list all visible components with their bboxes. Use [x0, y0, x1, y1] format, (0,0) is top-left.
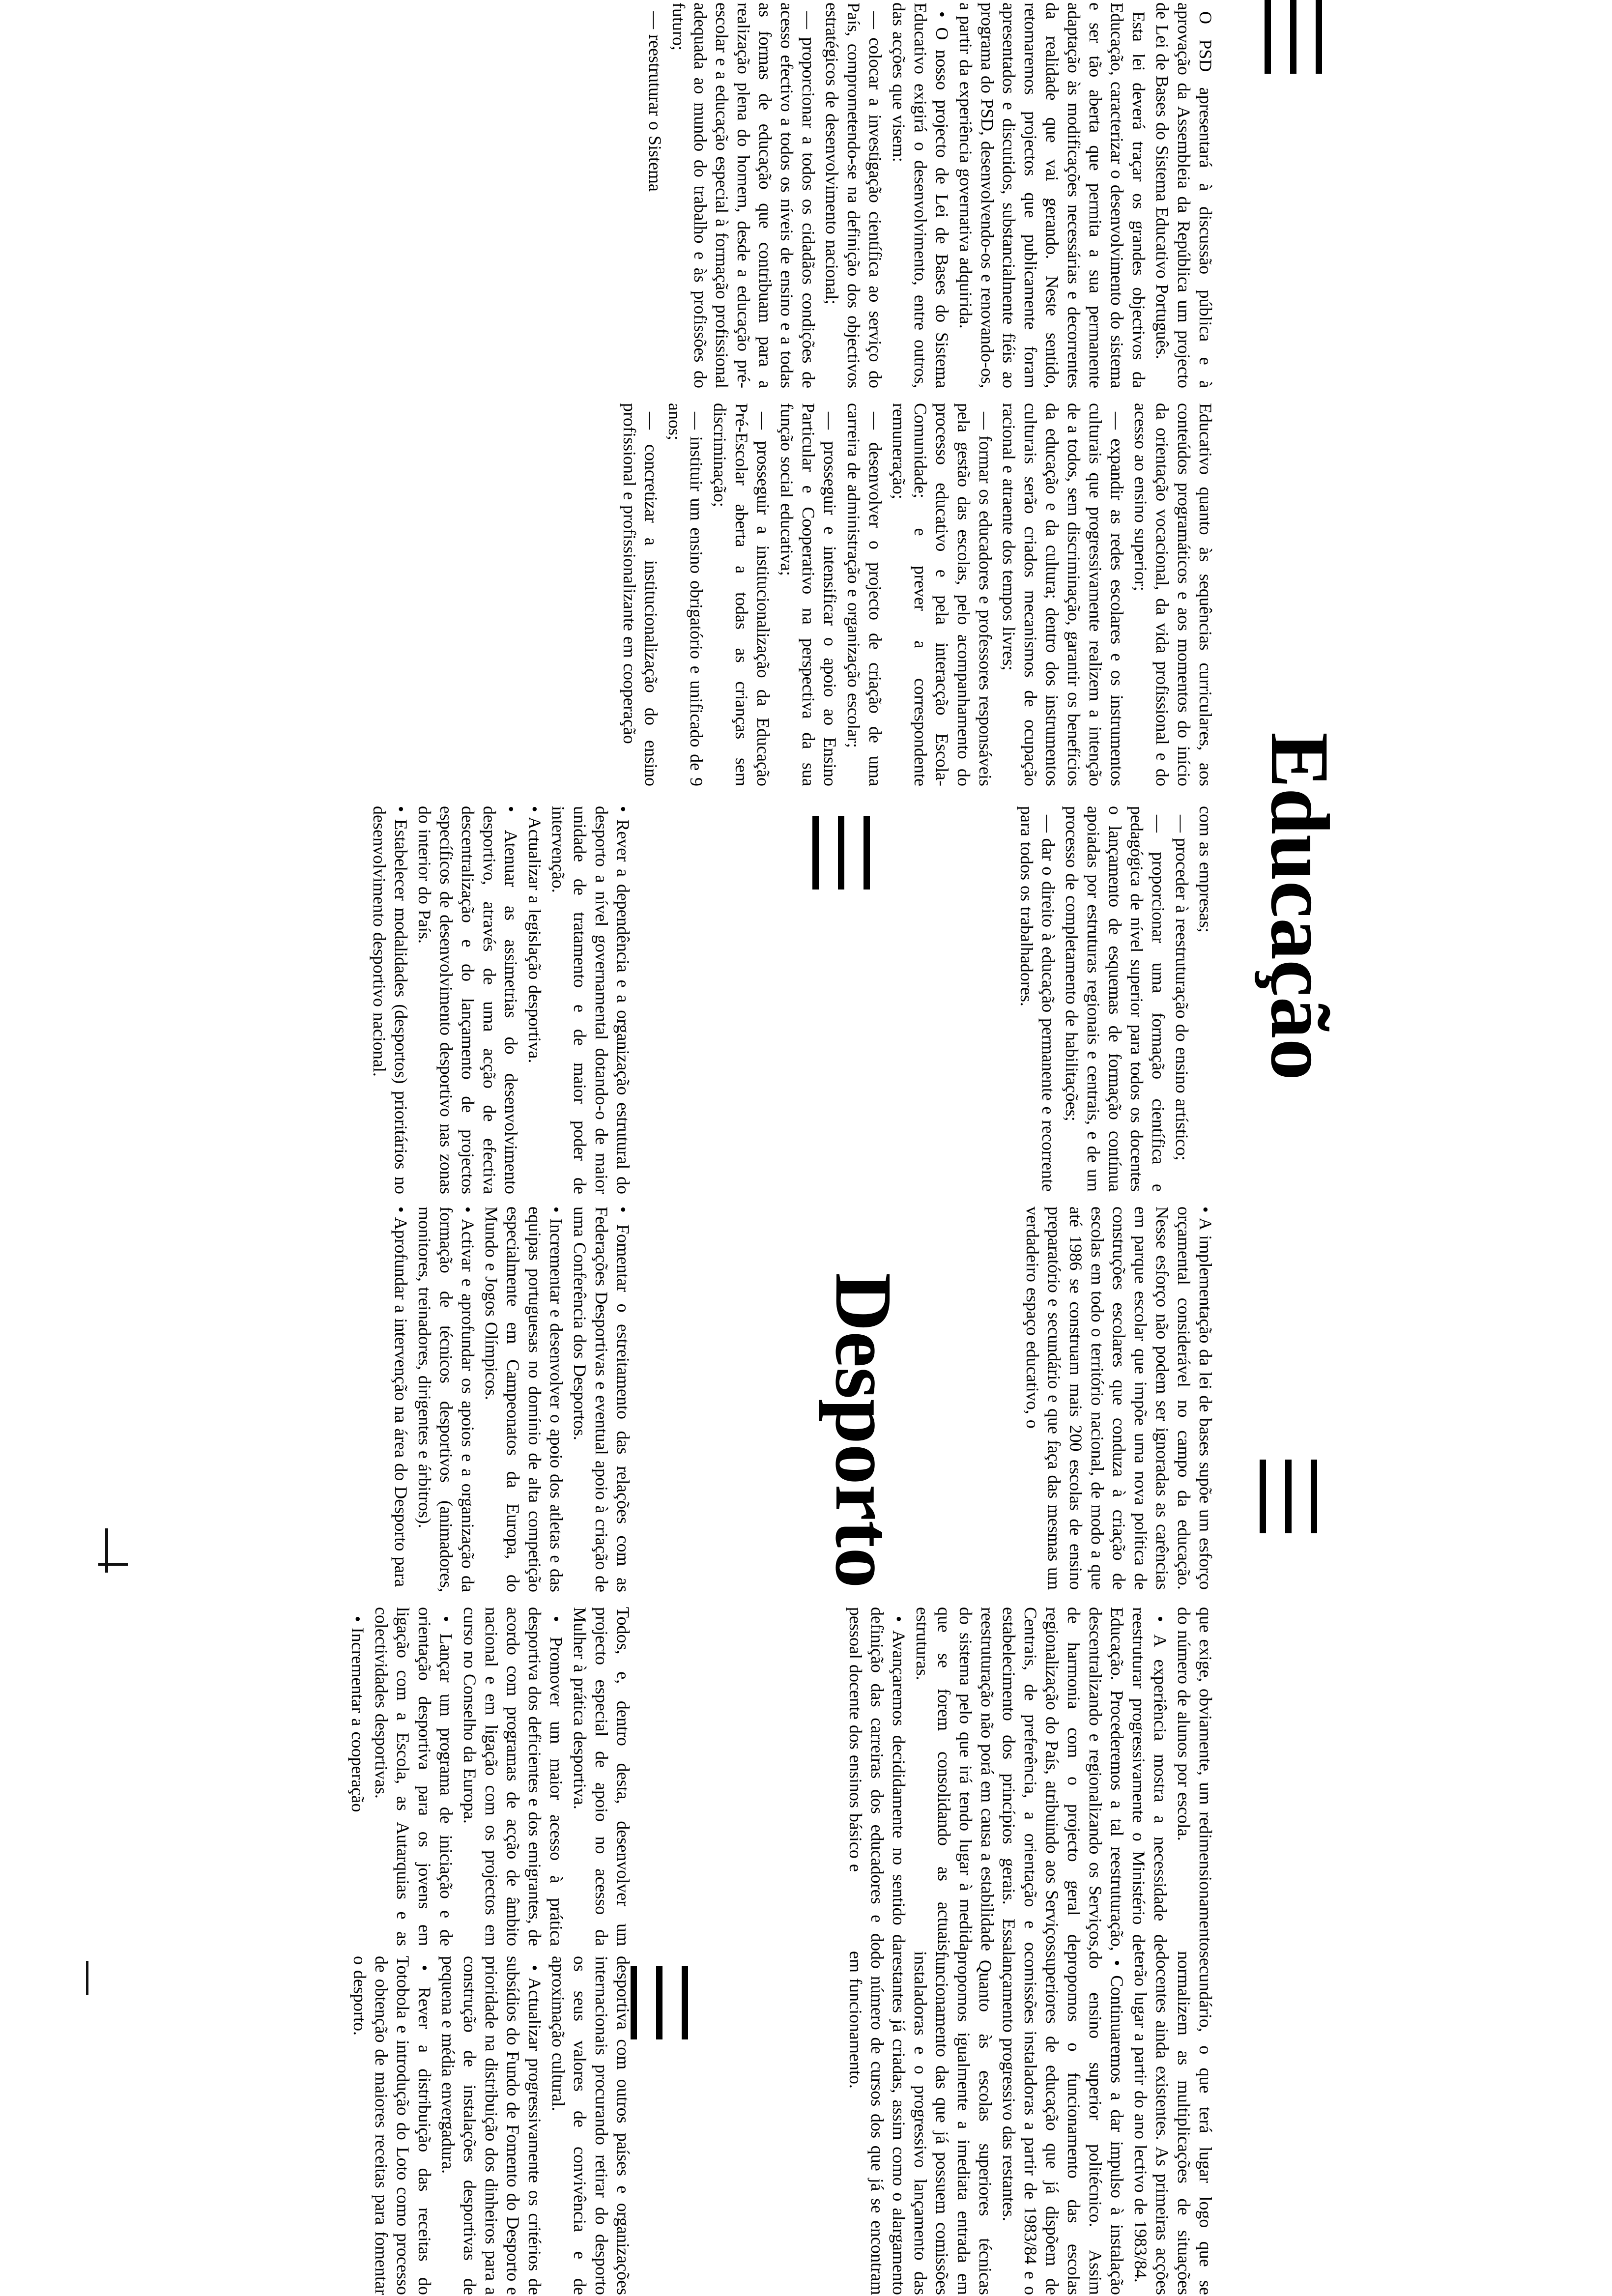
- paragraph: — reestruturar o Sistema: [645, 11, 665, 192]
- paragraph: — prosseguir e intensificar o apoio ao Ensino Particular e Cooperativo na perspectiva da sua função social educativa;: [777, 403, 840, 786]
- paragraph: — concretizar a institucionalização do ensino profissional e profissionalizante em cooperação: [620, 403, 661, 786]
- paragraph: • Rever a distribuição das receitas do Totobola e introdução do Loto como processo de obtenção de maiores receitas para fomentar o desporto.: [350, 1956, 434, 2295]
- paragraph: — prosseguir a institucionalização da Educação Pré-Escolar aberta a todas as crianças sem discriminação;: [710, 403, 773, 786]
- paragraph: • Actualizar a legislação desportiva.: [525, 806, 545, 1063]
- marker-bar: [656, 1966, 662, 2039]
- paragraph: desportiva com outros países e organizações internacionais procurando retirar do desporto os seus valores de convivência e de aproximação cultural.: [548, 1956, 633, 2295]
- paragraph: • A implementação da lei de bases supõe um esforço orçamental considerável no campo da educação. Nesse esforço não podem ser ignoradas as carências em parque escolar que impõe uma nova política de construções escolares que conduza à criação de escolas em todo o território nacional, de modo a que até 1986 se construam mais 200 escolas de ensino preparatório e secundário e que faça das mesmas um verdadeiro espaço educativo, o: [1023, 1206, 1215, 1590]
- paragraph: O PSD apresentará à discussão pública e à aprovação da Assembleia da República um projecto de Lei de Bases do Sistema Educativo Português.: [1152, 2, 1215, 388]
- paragraph: • Activar e aprofundar os apoios e a organização da formação de técnicos desportivos (animadores, monitores, treinadores, dirigentes e árbitros).: [415, 1206, 478, 1592]
- paragraph: • Continuaremos a dar impulso à instalação do ensino superior politécnico. Assim propomos o funcionamento das escolas superiores de educação que já dispõem de comissões instaladoras a partir de 1983/84 e o lançamento progressivo das restantes.: [999, 1951, 1127, 2295]
- paragraph: Educativo quanto às sequências curriculares, aos conteúdos programáticos e aos momentos do início da orientação vocacional, da vida profissional e do acesso ao ensino superior;: [1131, 403, 1215, 786]
- paragraph: • Aprofundar a intervenção na área do Desporto para: [391, 1206, 411, 1587]
- section-marker-educacao: [1234, 0, 1322, 74]
- paragraph: — colocar a investigação científica ao serviço do País, comprometendo-se na definição dos objectivos estratégicos de desenvolvimento nacional;: [822, 2, 885, 388]
- educacao-column-4: [1020, 1206, 1216, 1590]
- desporto-column-3: [345, 1607, 634, 1946]
- paragraph: com as empresas;: [1196, 806, 1215, 933]
- desporto-column-1: [367, 806, 634, 1194]
- column-end-mark: [86, 1961, 88, 1995]
- paragraph: • Incrementar e desenvolver o apoio dos atletas e das equipas portuguesas no domínio de alta competição especialmente em Campeonatos da Europa, do Mundo e Jogos Olímpicos.: [482, 1206, 566, 1592]
- educacao-column-2: [617, 403, 1216, 786]
- educacao-column-3: [1014, 806, 1216, 1192]
- marker-bar: [1311, 1460, 1317, 1533]
- paragraph: • Promover um maior acesso à prática desportiva dos deficientes e dos emigrantes, de acordo com programas de acção de âmbito nacional e em ligação com os projectos em curso no Conselho da Europa.: [460, 1607, 566, 1946]
- paragraph: • Estabelecer modalidades (desportos) prioritários no desenvolvimento desportivo nacional.: [370, 806, 411, 1194]
- marker-bar: [864, 816, 870, 890]
- paragraph: Todos, e, dentro desta, desenvolver um projecto especial de apoio no acesso da Mulher à prática desportiva.: [570, 1607, 633, 1946]
- paragraph: Quanto às escolas superiores técnicas propomos igualmente a imediata entrada em funcionamento das que já possuem comissões instaladoras e o progressivo lançamento das restantes já criadas, assim como o alargamento do número de cursos dos que já se encontram em funcionamento.: [846, 1951, 995, 2295]
- desporto-column-2: [388, 1206, 634, 1592]
- column-end-mark: [98, 1563, 128, 1566]
- paragraph: • Rever a dependência e a organização estrutural do desporto a nível governamental dotando-o de maior unidade de tratamento e de maior poder de intervenção.: [548, 806, 633, 1194]
- paragraph: • O nosso projecto de Lei de Bases do Sistema Educativo exigirá o desenvolvimento, entre outros, das acções que visem:: [889, 2, 952, 388]
- paragraph: Esta lei deverá traçar os grandes objectivos da Educação, caracterizar o desenvolvimento do sistema e ser tão aberta que permita a sua permanente adaptação às modificações necessárias e decorrentes da realidade que vai gerando. Neste sentido, retomaremos projectos que publicamente foram apresentados e discutidos, substancialmente fiéis ao programa do PSD, desenvolvendo-os e renovando-os, a partir da experiência governativa adquirida.: [956, 2, 1149, 388]
- paragraph: • A experiência mostra a necessidade de reestruturar progressivamente o Ministério de Educação. Procederemos a tal reestruturação, descentralizando e regionalizando os Serviços, de harmonia com o projecto geral de regionalização do País, atribuindo aos Serviços Centrais, de preferência, a orientação e o estabelecimento dos princípios gerais. Essa reestruturação não porá em causa a estabilidade do sistema pelo que irá tendo lugar à medida que se forem consolidando as actuais estruturas.: [913, 1607, 1170, 1951]
- desporto-column-4: [347, 1956, 634, 2295]
- paragraph: • Atenuar as assimetrias do desenvolvimento desportivo, através de uma acção de efectiva descentralização e do lançamento de projectos específicos de desenvolvimento desportivo nas zonas do interior do País.: [415, 806, 521, 1194]
- educacao-heading: Educação: [1254, 732, 1346, 1081]
- educacao-column-6: [843, 1951, 1216, 2295]
- educacao-column-1: [642, 2, 1216, 388]
- paragraph: — expandir as redes escolares e os instrumentos culturais que progressivamente realizem a intenção de a todos, sem discriminação, garantir os benefícios da educação e da cultura; dentro dos instrumentos culturais serão criados mecanismos de ocupação racional e atraente dos tempos livres;: [999, 403, 1127, 786]
- paragraph: • Lançar um programa de iniciação e de orientação desportiva para os jovens em ligação com a Escola, as Autarquias e as colectividades desportivas.: [372, 1607, 456, 1946]
- paragraph: • Incrementar a cooperação: [348, 1616, 368, 1812]
- desporto-heading: Desporto: [819, 1273, 909, 1588]
- section-marker-desporto: [796, 816, 870, 890]
- marker-bar: [1260, 1460, 1266, 1533]
- marker-bar: [1285, 1460, 1292, 1533]
- marker-bar: [838, 816, 844, 890]
- marker-bar: [812, 816, 819, 890]
- paragraph: — desenvolver o projecto de criação de uma carreira de administração e organização escolar;: [844, 403, 885, 786]
- paragraph: — proporcionar uma formação científica e pedagógica de nível superior para todos os docentes o lançamento de esquemas de formação contínua apoiadas por estruturas regionais e centrais, e de um processo de completamento de habilitações;: [1062, 806, 1168, 1192]
- marker-bar: [1290, 0, 1296, 74]
- paragraph: secundário, o que terá lugar logo que se normalizem as multiplicações de situações docentes ainda existentes. As primeiras acções terão lugar a partir do ano lectivo de 1983/84.: [1131, 1951, 1215, 2295]
- paragraph: • Fomentar o estreitamento das relações com as Federações Desportivas e eventual apoio à criação de uma Conferência dos Desportos.: [570, 1206, 633, 1592]
- paragraph: — formar os educadores e professores responsáveis pela gestão das escolas, pelo acompanhamento do processo educativo e pela interacção Escola-Comunidade; e prever a correspondente remuneração;: [889, 403, 995, 786]
- paragraph: — dar o direito à educação permanente e recorrente para todos os trabalhadores.: [1017, 806, 1058, 1192]
- paragraph: • Avançaremos decididamente no sentido da definição das carreiras dos educadores e do pessoal docente dos ensinos básico e: [846, 1607, 909, 1951]
- educacao-column-5: [843, 1607, 1216, 1951]
- section-marker-col4: [1243, 1460, 1317, 1533]
- paragraph: • Actualizar progressivamente os critérios de subsídios do Fundo de Fomento do Desporto e prioridade na distribuição dos dinheiros para a construção de instalações desportivas de pequena e média envergadura.: [438, 1956, 545, 2295]
- column-end-mark: [105, 1528, 108, 1573]
- paragraph: que exige, obviamente, um redimensionamento do número de alunos por escola.: [1174, 1607, 1215, 1951]
- marker-bar: [1265, 0, 1271, 74]
- paragraph: — instituir um ensino obrigatório e unificado de 9 anos;: [665, 403, 706, 786]
- marker-bar: [1316, 0, 1322, 74]
- paragraph: — proceder à reestruturação do ensino artístico;: [1172, 815, 1192, 1161]
- paragraph: — proporcionar a todos os cidadãos condições de acesso efectivo a todos os níveis de ensino e a todas as formas de educação que contribuam para a realização plena do homem, desde a educação pré-escolar e a educação especial à formação profissional adequada ao mundo do trabalho e às profissões do futuro;: [669, 2, 818, 388]
- marker-bar: [682, 1966, 688, 2039]
